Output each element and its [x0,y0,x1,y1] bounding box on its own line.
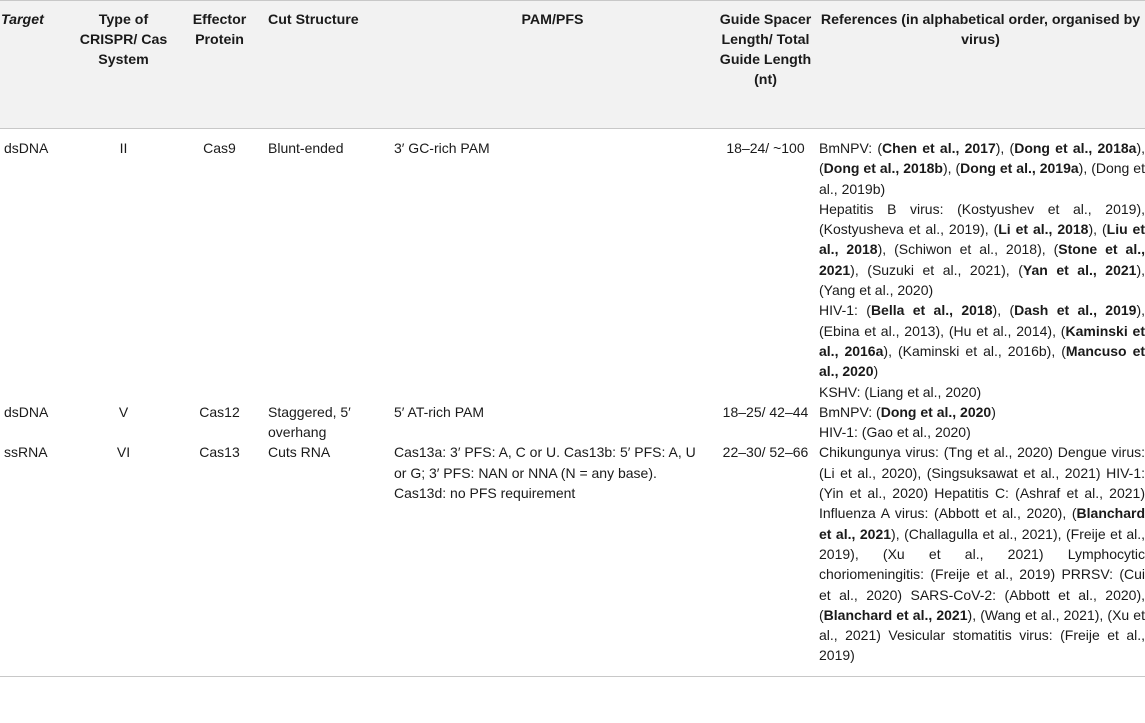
citation: Yin et al., 2020 [823,485,924,502]
citation: Blanchard et al., 2021 [823,606,968,623]
cell-target: dsDNA [4,140,49,156]
virus-name: HIV-1: [819,424,858,441]
header-cut-structure: Cut Structure [264,1,390,129]
reference-group: HIV-1: (Yin et al., 2020) [819,464,1145,502]
citation: Singsuksawat et al., 2021 [931,464,1096,481]
citation: Xu et al., 2021 [819,606,1145,644]
reference-group: Hepatitis B virus: (Kostyushev et al., 2019), (Kostyusheva et al., 2019), (Li et al., 2018), (Liu et al., 2018), (Schiwon et al., 2018), (Stone et al., 2021), (Suzuki et al., 2021), (Yan et al., 2021), (Yang et al., 2020) [819,200,1145,299]
citation: Cui et al., 2020 [819,566,1145,603]
virus-name: HIV-1: [819,302,858,319]
cell-guide-length: 18–25/ 42–44 [722,403,809,420]
table-body [0,129,1145,677]
header-guide-length: Guide Spacer Length/ Total Guide Length (nt) [715,1,816,129]
citation: Kostyushev et al., 2019 [961,200,1137,217]
citation: Wang et al., 2021 [984,606,1095,623]
cell-effector: Cas12 [199,403,240,420]
citation: Liu et al., 2018 [819,221,1145,258]
reference-group: HIV-1: (Gao et al., 2020) [819,424,971,441]
citation: Tng et al., 2020 [948,444,1049,461]
reference-group: BmNPV: (Chen et al., 2017), (Dong et al., 2018a), (Dong et al., 2018b), (Dong et al., 2019a), (Dong et al., 2019b) [819,140,1145,197]
virus-name: Chikungunya virus: [819,444,939,461]
header-references: References (in alphabetical order, organised by virus) [816,1,1145,129]
citation: Mancuso et al., 2020 [819,342,1145,380]
table-row [0,129,1145,402]
citation: Kostyusheva et al., 2019 [823,221,981,238]
reference-group: Dengue virus: (Li et al., 2020), (Singsuksawat et al., 2021) [819,444,1145,481]
citation: Dong et al., 2019a [960,160,1079,177]
reference-group: Lymphocytic choriomeningitis: (Freije et al., 2019) [819,545,1145,583]
virus-name: Dengue virus: [1057,444,1145,461]
citation: Freije et al., 2019 [819,627,1145,664]
citation: Freije et al., 2019 [819,525,1145,562]
cell-cut-structure: Staggered, 5′ overhang [268,403,351,441]
citation: Abbott et al., 2020 [1009,586,1137,603]
reference-group: PRRSV: (Cui et al., 2020) [819,566,1145,603]
citation: Blanchard et al., 2021 [819,505,1145,542]
cell-guide-length: 22–30/ 52–66 [715,442,816,676]
cell-references [816,402,1145,443]
cell-guide-length: 18–24/ ~100 [726,140,805,156]
header-pam-pfs: PAM/PFS [390,1,715,129]
citation: Dash et al., 2019 [1014,302,1137,319]
cell-effector: Cas9 [203,140,236,156]
cell-cut-structure: Blunt-ended [268,140,344,156]
virus-name: BmNPV: [819,140,873,156]
citation: Ebina et al., 2013 [823,322,936,339]
reference-group: SARS-CoV-2: (Abbott et al., 2020), (Blanchard et al., 2021), (Wang et al., 2021), (Xu et al., 2021) [819,586,1145,644]
header-effector: Effector Protein [175,1,264,129]
cell-target: ssRNA [0,442,72,676]
citation: Dong et al., 2018b [823,160,943,177]
reference-group: KSHV: (Liang et al., 2020) [819,383,982,400]
citation: Chen et al., 2017 [882,140,996,156]
virus-name: Hepatitis B virus: [819,200,944,217]
virus-name: Influenza A virus: [819,505,929,522]
reference-group: HIV-1: (Bella et al., 2018), (Dash et al., 2019), (Ebina et al., 2013), (Hu et al., 2014), (Kaminski et al., 2016a), (Kaminski et al., 2016b), (Mancuso et al., 2020) [819,302,1145,380]
citation: Li et al., 2020 [823,464,913,481]
virus-name: SARS-CoV-2: [910,586,997,603]
citation: Dong et al., 2020 [880,403,992,420]
citation: Freije et al., 2019 [935,566,1051,583]
cell-type: V [118,403,129,420]
reference-group: BmNPV: (Dong et al., 2020) [819,403,996,420]
citation: Dong et al., 2019b [819,160,1145,197]
citation: Hu et al., 2014 [953,322,1048,339]
virus-name: Hepatitis C: [934,485,1009,502]
header-type: Type of CRISPR/ Cas System [72,1,175,129]
table-row [0,402,1145,443]
cell-type: VI [72,442,175,676]
citation: Kaminski et al., 2016b [902,342,1047,359]
citation: Gao et al., 2020 [866,424,967,441]
cell-pam-pfs: Cas13a: 3′ PFS: A, C or U. Cas13b: 5′ PFS: A, U or G; 3′ PFS: NAN or NNA (N = any base). Cas13d: no PFS requirement [390,442,715,676]
virus-name: BmNPV: [819,403,873,420]
header-target: Target [0,1,72,129]
citation: Suzuki et al., 2021 [871,261,1002,278]
cell-cut-structure: Cuts RNA [264,442,390,676]
citation: Challagulla et al., 2021 [908,525,1053,542]
citation: Yan et al., 2021 [1022,261,1137,278]
citation: Stone et al., 2021 [819,241,1145,278]
citation: Bella et al., 2018 [870,302,993,319]
reference-group: Influenza A virus: (Abbott et al., 2020), (Blanchard et al., 2021), (Challagulla et al., 2021), (Freije et al., 2019), (Xu et al., 2021) [819,505,1145,562]
cell-pam-pfs: 3′ GC-rich PAM [394,140,490,156]
virus-name: PRRSV: [1061,566,1114,583]
cell-target: dsDNA [4,403,49,420]
virus-name: Vesicular stomatitis virus: [888,627,1053,644]
citation: Kaminski et al., 2016a [819,322,1145,359]
citation: Schiwon et al., 2018 [898,241,1038,258]
reference-group: Hepatitis C: (Ashraf et al., 2021) [934,485,1145,502]
virus-name: Lymphocytic choriomeningitis: [819,545,1145,583]
cell-references [816,129,1145,402]
cell-references [816,442,1145,676]
cell-effector: Cas13 [175,442,264,676]
citation: Yang et al., 2020 [823,282,929,299]
header-row [0,1,1145,129]
table-row [0,442,1145,676]
cell-pam-pfs: 5′ AT-rich PAM [394,403,485,420]
cell-type: II [119,140,128,156]
citation: Li et al., 2018 [998,221,1089,238]
citation: Xu et al., 2021 [887,545,1039,562]
citation: Ashraf et al., 2021 [1019,485,1141,502]
virus-name: KSHV: [819,383,861,400]
reference-group: Vesicular stomatitis virus: (Freije et al., 2019) [819,627,1145,664]
virus-name: HIV-1: [1106,464,1145,481]
citation: Abbott et al., 2020 [938,505,1058,522]
citation: Dong et al., 2018a [1014,140,1137,156]
reference-group: Chikungunya virus: (Tng et al., 2020) [819,444,1053,461]
citation: Liang et al., 2020 [869,383,977,400]
